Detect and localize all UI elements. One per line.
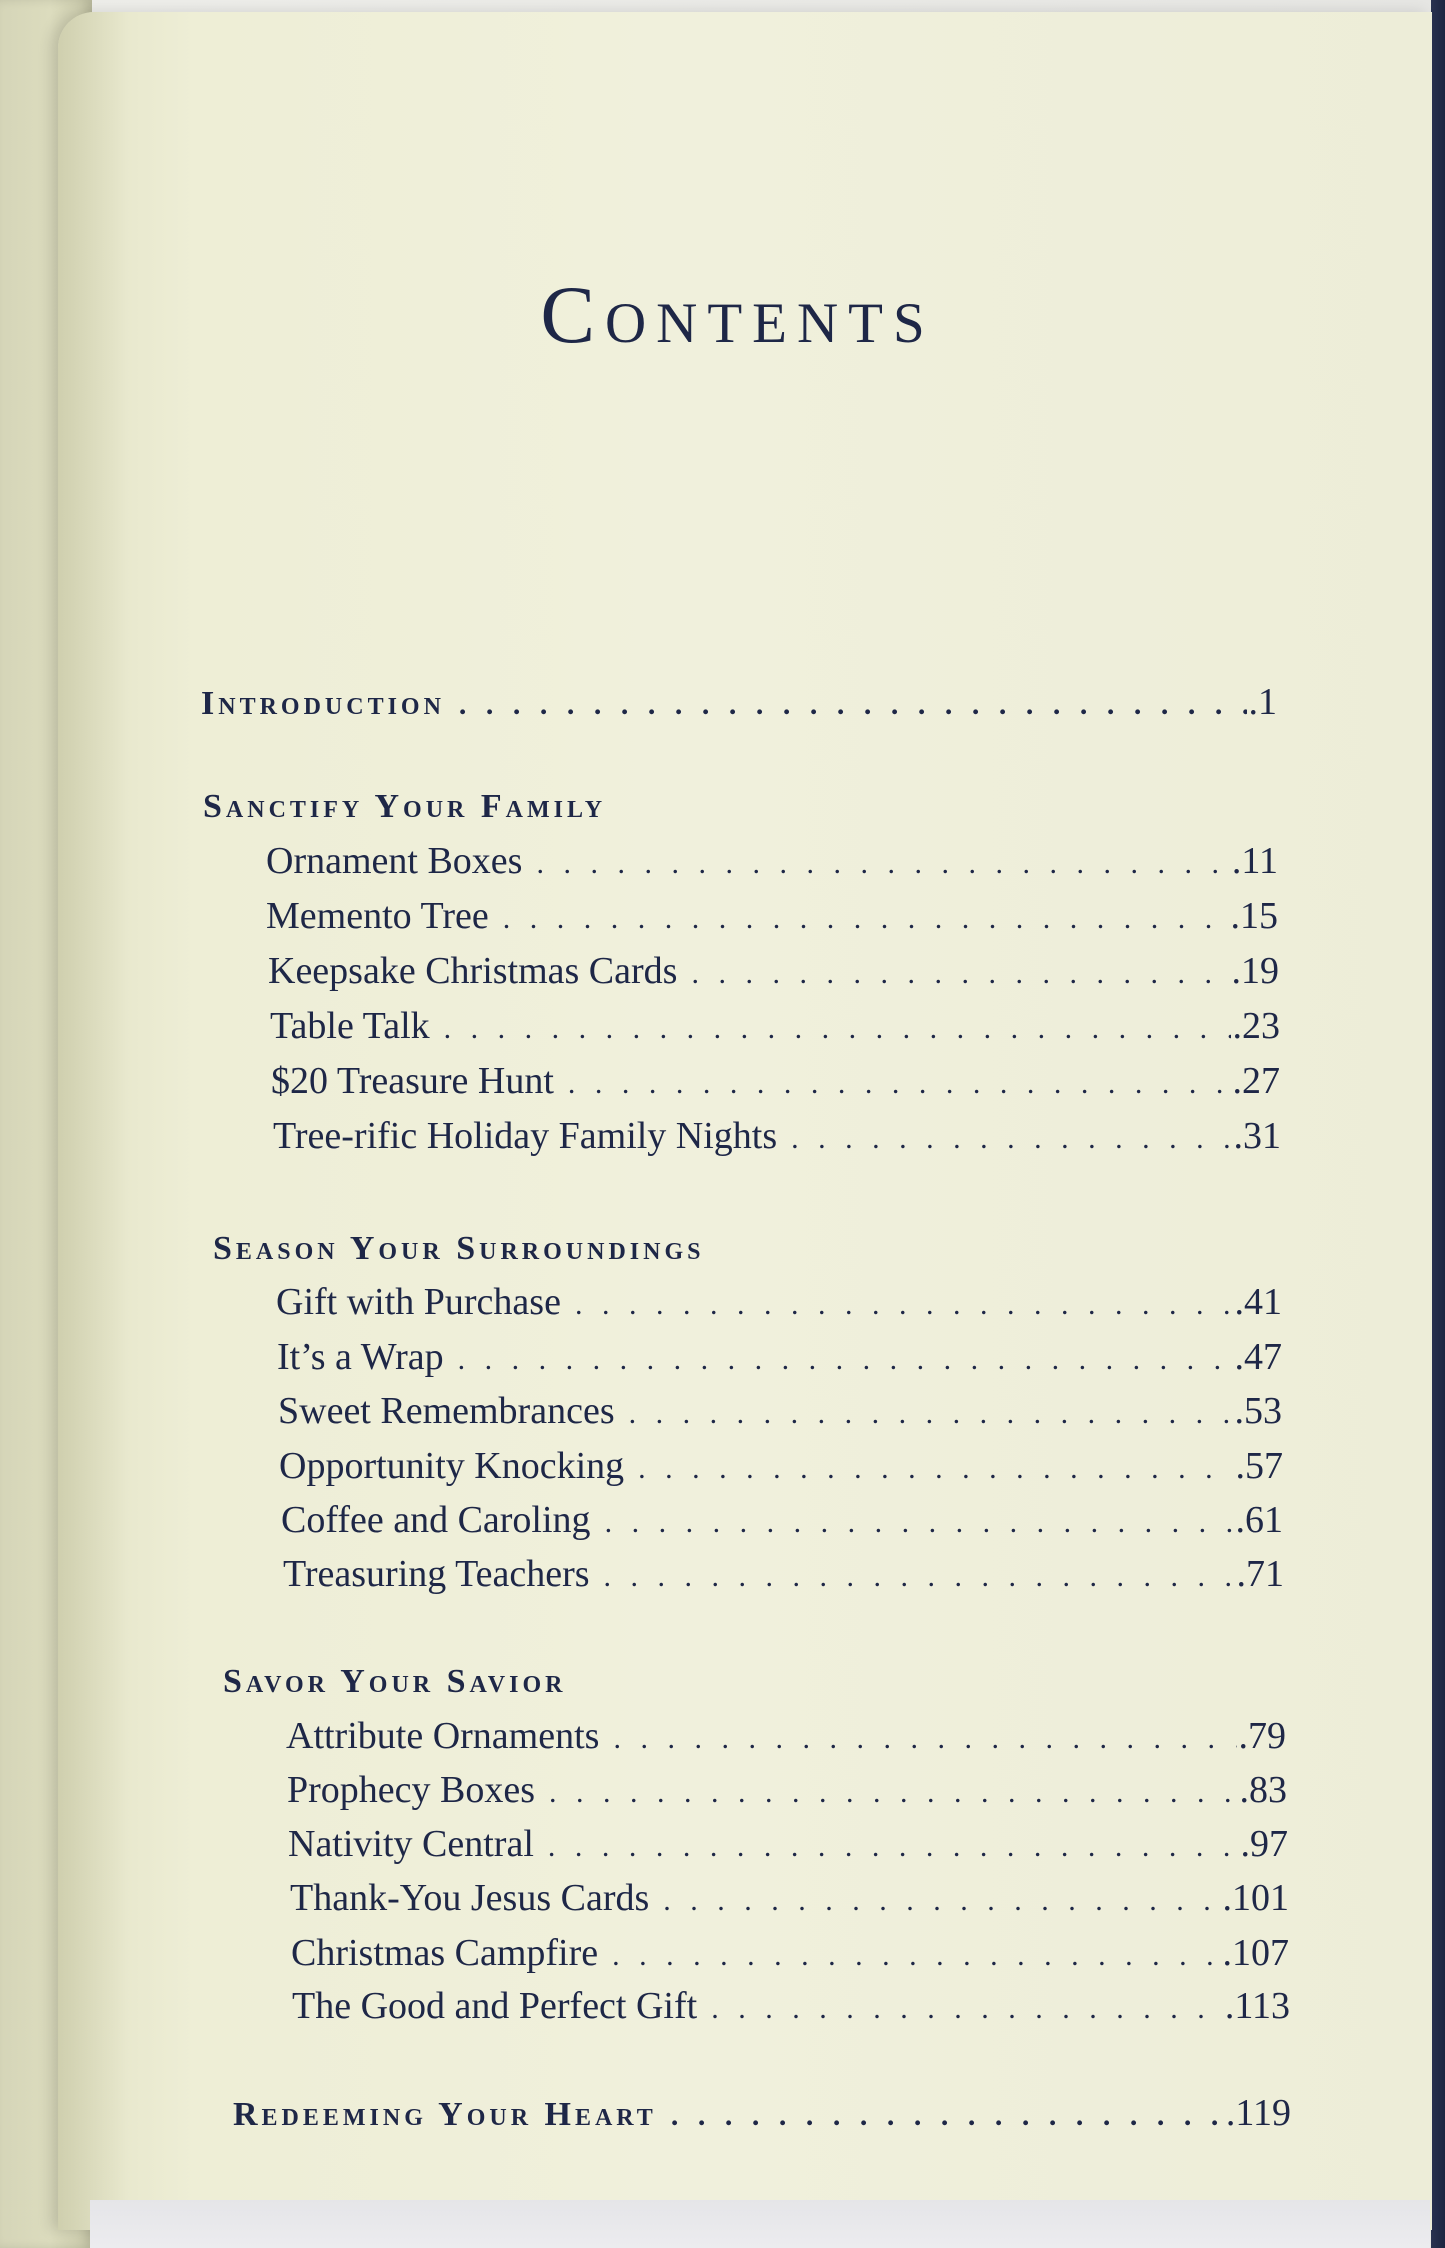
toc-page-number: .47 bbox=[1234, 1336, 1282, 1378]
toc-entry-label: Introduction bbox=[201, 685, 445, 722]
toc-page-number: .19 bbox=[1231, 950, 1279, 992]
toc-entry[interactable] bbox=[287, 1771, 1287, 1809]
dot-leader bbox=[638, 1454, 1233, 1484]
toc-entry[interactable] bbox=[292, 1987, 1290, 2025]
toc-entry-label: Sweet Remembrances bbox=[278, 1390, 615, 1432]
toc-page-number: .79 bbox=[1238, 1715, 1286, 1757]
toc-entry-label: Christmas Campfire bbox=[291, 1932, 599, 1974]
toc-page-number: .71 bbox=[1236, 1553, 1284, 1595]
toc-entry[interactable] bbox=[266, 842, 1278, 880]
toc-page-number: .97 bbox=[1240, 1823, 1288, 1865]
toc-entry-label: Memento Tree bbox=[266, 895, 489, 937]
toc-entry-label: The Good and Perfect Gift bbox=[292, 1985, 698, 2027]
toc-entry-label: Keepsake Christmas Cards bbox=[268, 950, 678, 992]
toc-entry[interactable] bbox=[266, 897, 1278, 935]
toc-page-number: .23 bbox=[1232, 1005, 1280, 1047]
toc-entry-label: Treasuring Teachers bbox=[283, 1553, 590, 1595]
toc-page-number: .113 bbox=[1224, 1985, 1290, 2027]
dot-leader bbox=[503, 904, 1229, 934]
dot-leader bbox=[458, 1345, 1233, 1375]
toc-entry-introduction[interactable] bbox=[201, 683, 1277, 721]
toc-entry[interactable] bbox=[276, 1283, 1282, 1321]
toc-entry[interactable] bbox=[290, 1879, 1289, 1917]
toc-page-number: .11 bbox=[1231, 840, 1278, 882]
toc-entry[interactable] bbox=[277, 1338, 1282, 1376]
dot-leader bbox=[568, 1069, 1231, 1099]
toc-page-number: .83 bbox=[1239, 1769, 1287, 1811]
toc-page-number: .27 bbox=[1232, 1060, 1280, 1102]
page-title: Contents bbox=[540, 269, 935, 360]
toc-entry-label: Nativity Central bbox=[288, 1823, 534, 1865]
toc-entry[interactable] bbox=[288, 1825, 1288, 1863]
toc-entry[interactable] bbox=[273, 1117, 1281, 1155]
toc-page-number: .61 bbox=[1235, 1499, 1283, 1541]
dot-leader bbox=[548, 1832, 1239, 1862]
toc-page-number: .15 bbox=[1230, 895, 1278, 937]
toc-entry[interactable] bbox=[279, 1447, 1283, 1485]
toc-entry[interactable] bbox=[281, 1501, 1283, 1539]
toc-entry-redeeming-your-heart[interactable] bbox=[233, 2094, 1291, 2132]
toc-entry-label: Gift with Purchase bbox=[276, 1281, 561, 1323]
dot-leader bbox=[791, 1124, 1231, 1154]
toc-entry[interactable] bbox=[268, 952, 1279, 990]
dot-leader bbox=[671, 2101, 1224, 2131]
dot-leader bbox=[575, 1290, 1233, 1320]
dot-leader bbox=[691, 959, 1229, 989]
toc-entry-label: $20 Treasure Hunt bbox=[271, 1060, 554, 1102]
dot-leader bbox=[444, 1014, 1231, 1044]
section-heading-sanctify-your-family: Sanctify Your Family bbox=[203, 788, 607, 825]
toc-entry[interactable] bbox=[291, 1934, 1289, 1972]
dot-leader bbox=[605, 1508, 1234, 1538]
toc-page-number: .119 bbox=[1225, 2092, 1291, 2134]
toc-entry-label: Tree-rific Holiday Family Nights bbox=[273, 1115, 778, 1157]
dot-leader bbox=[549, 1778, 1237, 1808]
toc-page-number: .53 bbox=[1234, 1390, 1282, 1432]
dot-leader bbox=[629, 1399, 1233, 1429]
dot-leader bbox=[459, 690, 1247, 720]
toc-entry-label: Opportunity Knocking bbox=[279, 1445, 625, 1487]
dot-leader bbox=[536, 849, 1229, 879]
section-heading-season-your-surroundings: Season Your Surroundings bbox=[213, 1230, 705, 1267]
toc-page-number: .41 bbox=[1234, 1281, 1282, 1323]
dot-leader bbox=[663, 1886, 1220, 1916]
toc-entry-label: Attribute Ornaments bbox=[286, 1715, 600, 1757]
dot-leader bbox=[711, 1994, 1223, 2024]
toc-entry[interactable] bbox=[283, 1555, 1284, 1593]
toc-entry[interactable] bbox=[286, 1717, 1286, 1755]
toc-entry-label: Ornament Boxes bbox=[266, 840, 523, 882]
toc-entry[interactable] bbox=[278, 1392, 1282, 1430]
toc-entry[interactable] bbox=[271, 1062, 1280, 1100]
toc-page-number: .31 bbox=[1233, 1115, 1281, 1157]
toc-entry-label: Table Talk bbox=[270, 1005, 430, 1047]
toc-page-number: .1 bbox=[1248, 681, 1277, 723]
toc-entry[interactable] bbox=[270, 1007, 1280, 1045]
toc-entry-label: Thank-You Jesus Cards bbox=[290, 1877, 650, 1919]
section-heading-savor-your-savior: Savor Your Savior bbox=[223, 1663, 567, 1700]
toc-page-number: .57 bbox=[1235, 1445, 1283, 1487]
toc-entry-label: Coffee and Caroling bbox=[281, 1499, 591, 1541]
dot-leader bbox=[612, 1941, 1220, 1971]
toc-entry-label: It’s a Wrap bbox=[277, 1336, 444, 1378]
toc-page-number: .101 bbox=[1222, 1877, 1289, 1919]
dot-leader bbox=[613, 1724, 1236, 1754]
toc-entry-label: Redeeming Your Heart bbox=[233, 2096, 657, 2133]
toc-page-number: .107 bbox=[1222, 1932, 1289, 1974]
toc-entry-label: Prophecy Boxes bbox=[287, 1769, 536, 1811]
dot-leader bbox=[604, 1562, 1235, 1592]
